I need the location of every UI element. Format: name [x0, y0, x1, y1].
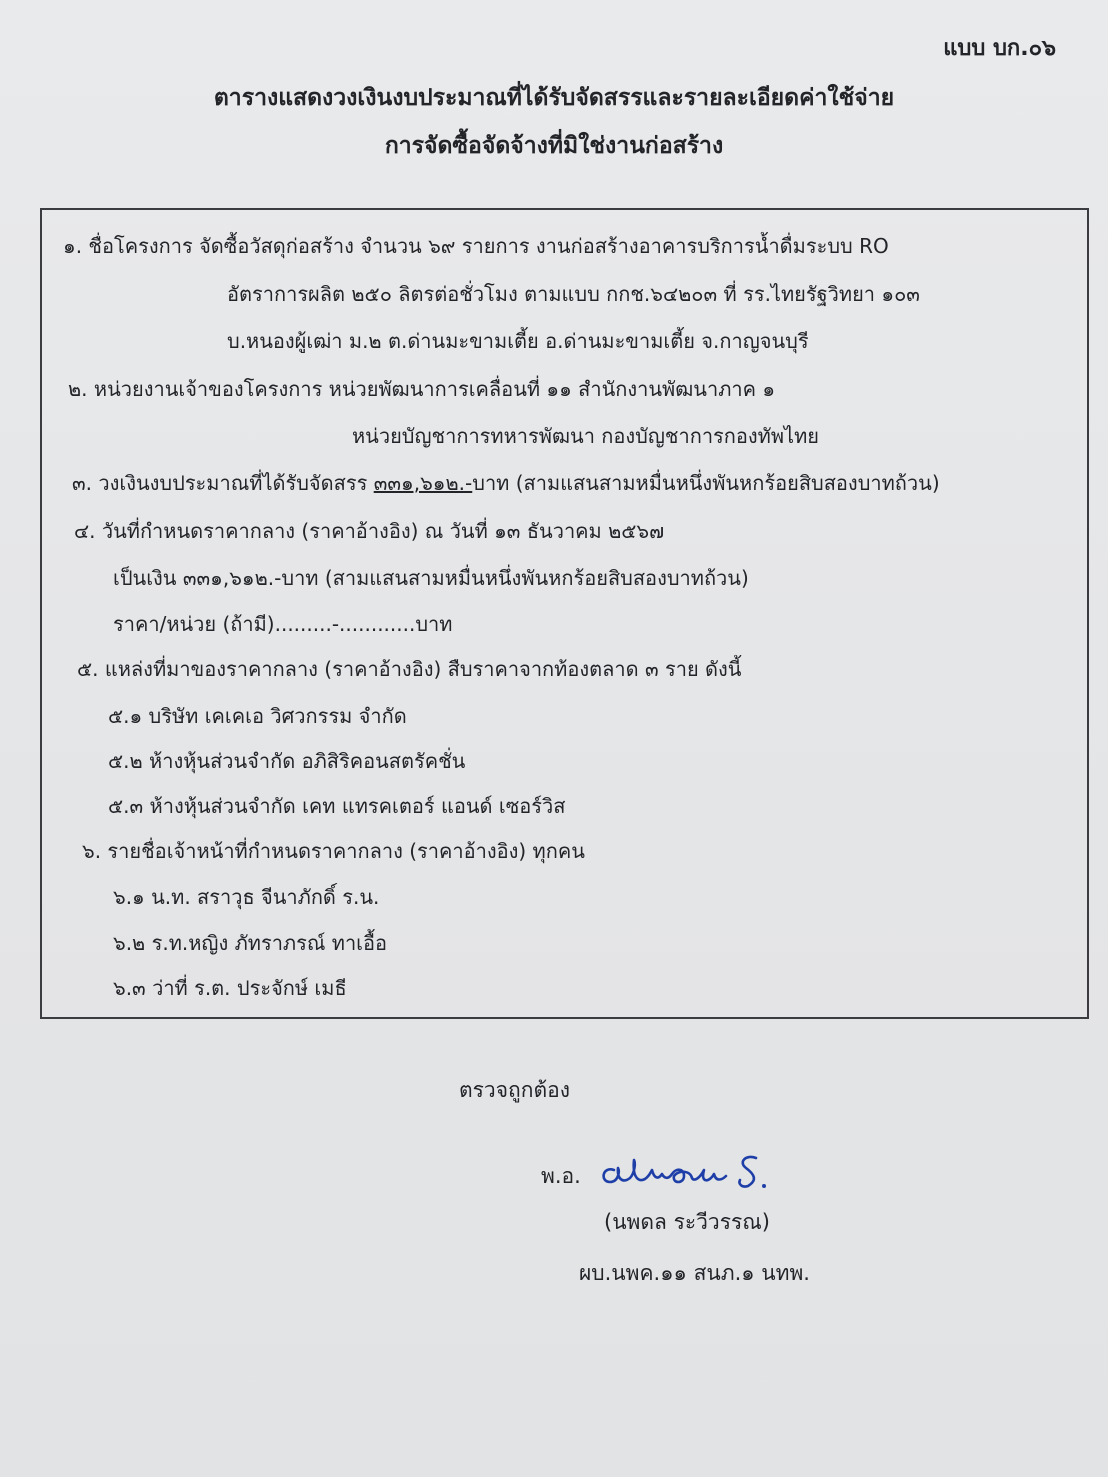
- document-title-line2: การจัดซื้อจัดจ้างที่มิใช่งานก่อสร้าง: [384, 133, 724, 159]
- project-name-line1: ๑. ชื่อโครงการ จัดซื้อวัสดุก่อสร้าง จำนวน ๖๙ รายการ งานก่อสร้างอาคารบริการน้ำดื่มระบบ RO: [63, 234, 889, 258]
- budget-label: ๓. วงเงินงบประมาณที่ได้รับจัดสรร: [72, 471, 374, 495]
- reference-amount-line: เป็นเงิน ๓๓๑,๖๑๒.-บาท (สามแสนสามหมื่นหนึ่งพันหกร้อยสิบสองบาทถ้วน): [113, 566, 749, 590]
- budget-amount: ๓๓๑,๖๑๒.-: [373, 471, 473, 495]
- form-code: แบบ บก.๐๖: [943, 36, 1056, 61]
- project-owner-line2: หน่วยบัญชาการทหารพัฒนา กองบัญชาการกองทัพไทย: [352, 424, 820, 448]
- officer-2: ๖.๒ ร.ท.หญิง ภัทราภรณ์ ทาเอื้อ: [113, 931, 388, 955]
- budget-line: [72, 467, 940, 499]
- price-source-3: ๕.๓ ห้างหุ้นส่วนจำกัด เคท แทรคเตอร์ แอนด์ เซอร์วิส: [108, 794, 566, 818]
- price-source-1: ๕.๑ บริษัท เคเคเอ วิศวกรรม จำกัด: [108, 704, 407, 728]
- signer-position: ผบ.นพค.๑๑ สนภ.๑ นทพ.: [579, 1261, 810, 1285]
- project-owner-line1: ๒. หน่วยงานเจ้าของโครงการ หน่วยพัฒนาการเคลื่อนที่ ๑๑ สำนักงานพัฒนาภาค ๑: [68, 377, 776, 401]
- reference-date-line: ๔. วันที่กำหนดราคากลาง (ราคาอ้างอิง) ณ วันที่ ๑๓ ธันวาคม ๒๕๖๗: [74, 519, 665, 543]
- price-source-2: ๕.๒ ห้างหุ้นส่วนจำกัด อภิสิริคอนสตรัคชั่น: [108, 749, 466, 773]
- officers-title: ๖. รายชื่อเจ้าหน้าที่กำหนดราคากลาง (ราคาอ้างอิง) ทุกคน: [82, 839, 585, 863]
- handwritten-signature: [600, 1148, 780, 1198]
- document-title-line1: ตารางแสดงวงเงินงบประมาณที่ได้รับจัดสรรและรายละเอียดค่าใช้จ่าย: [213, 85, 895, 111]
- signer-rank: พ.อ.: [541, 1164, 581, 1188]
- officer-3: ๖.๓ ว่าที่ ร.ต. ประจักษ์ เมธี: [113, 976, 347, 1000]
- verified-label: ตรวจถูกต้อง: [459, 1078, 570, 1102]
- officer-1: ๖.๑ น.ท. สราวุธ จีนาภักดิ์ ร.น.: [113, 885, 380, 909]
- price-sources-title: ๕. แหล่งที่มาของราคากลาง (ราคาอ้างอิง) สืบราคาจากท้องตลาด ๓ ราย ดังนี้: [77, 657, 742, 681]
- project-name-line3: บ.หนองผู้เฒ่า ม.๒ ต.ด่านมะขามเตี้ย อ.ด่านมะขามเตี้ย จ.กาญจนบุรี: [227, 329, 809, 353]
- signer-name: (นพดล ระวีวรรณ): [604, 1210, 770, 1234]
- unit-price-line: ราคา/หน่วย (ถ้ามี).........-............บาท: [113, 612, 453, 636]
- budget-words: บาท (สามแสนสามหมื่นหนึ่งพันหกร้อยสิบสองบาทถ้วน): [472, 471, 940, 495]
- project-name-line2: อัตราการผลิต ๒๕๐ ลิตรต่อชั่วโมง ตามแบบ กกช.๖๔๒๐๓ ที่ รร.ไทยรัฐวิทยา ๑๐๓: [227, 282, 920, 306]
